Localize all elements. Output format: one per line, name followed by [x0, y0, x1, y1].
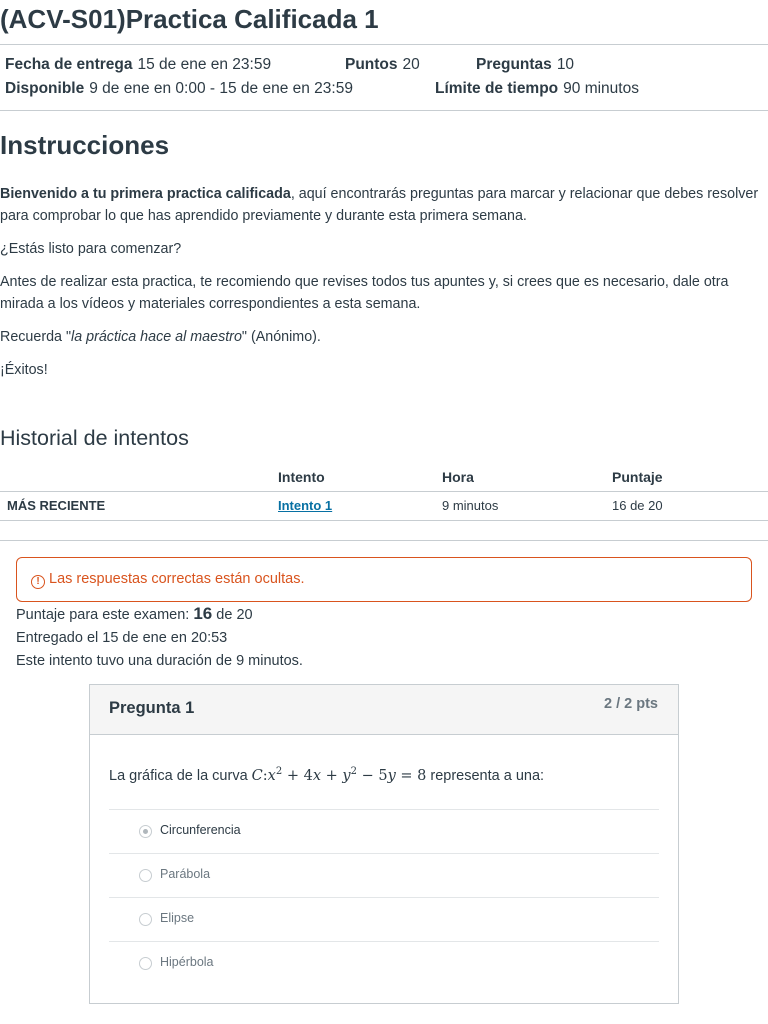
column-header-time: Hora — [442, 469, 474, 485]
attempt-duration: Este intento tuvo una duración de 9 minutos. — [16, 653, 303, 669]
time-cell: 9 minutos — [442, 498, 499, 513]
radio-icon[interactable] — [139, 869, 152, 882]
question-header — [90, 685, 678, 735]
instructions-paragraph: ¡Éxitos! — [0, 362, 48, 378]
row-label: MÁS RECIENTE — [7, 498, 106, 513]
divider — [0, 44, 768, 45]
radio-selected-icon[interactable] — [139, 825, 152, 838]
answer-option[interactable]: Circunferencia — [109, 809, 659, 853]
exclamation-circle-icon: ! — [31, 575, 45, 589]
time-limit: Límite de tiempo 90 minutos — [435, 80, 639, 97]
instructions-paragraph: Bienvenido a tu primera practica calificada, aquí encontrarás preguntas para marcar y relacionar que debes resolver para comprobar lo que has aprendido previamente y durante esta primera semana. — [0, 186, 759, 224]
radio-icon[interactable] — [139, 957, 152, 970]
question-card — [89, 684, 679, 1004]
column-header-score: Puntaje — [612, 469, 663, 485]
column-header-attempt: Intento — [278, 469, 325, 485]
attempt-1-link[interactable]: Intento 1 — [278, 498, 333, 513]
page-title: (ACV-S01)Practica Calificada 1 — [0, 4, 379, 34]
due-date: Fecha de entrega 15 de ene en 23:59 — [5, 56, 272, 73]
table-divider — [0, 520, 768, 521]
instructions-paragraph: Antes de realizar esta practica, te recomiendo que revises todos tus apuntes y, si crees que es necesario, dale otra mirada a los vídeos y materiales correspondientes a esta semana. — [0, 274, 729, 312]
attempt-cell — [278, 498, 332, 513]
answer-option[interactable]: Elipse — [109, 897, 659, 941]
exam-score: Puntaje para este examen: 16 de 20 — [16, 604, 253, 623]
instructions-paragraph: Recuerda "la práctica hace al maestro" (Anónimo). — [0, 329, 321, 345]
available-dates: Disponible 9 de ene en 0:00 - 15 de ene en 23:59 — [5, 80, 353, 97]
question-points: 2 / 2 pts — [604, 696, 658, 712]
question-title: Pregunta 1 — [109, 699, 195, 717]
instructions-body — [0, 183, 768, 392]
divider — [0, 110, 768, 111]
question-text: La gráfica de la curva $C:x^2 + 4x + y^2 - 5y = 8$ representa a una: — [109, 766, 545, 784]
equation: $C:x^2 + 4x + y^2 - 5y = 8$ — [251, 766, 427, 784]
points: Puntos 20 — [345, 56, 420, 73]
submitted-date: Entregado el 15 de ene en 20:53 — [16, 630, 228, 646]
radio-icon[interactable] — [139, 913, 152, 926]
instructions-paragraph: ¿Estás listo para comenzar? — [0, 241, 182, 257]
questions-count: Preguntas 10 — [476, 56, 575, 73]
instructions-heading: Instrucciones — [0, 130, 170, 160]
score-cell: 16 de 20 — [612, 498, 663, 513]
answer-option[interactable]: Hipérbola — [109, 941, 659, 985]
attempt-history-heading: Historial de intentos — [0, 426, 189, 450]
answer-option[interactable]: Parábola — [109, 853, 659, 897]
divider — [0, 540, 768, 541]
table-divider — [0, 491, 768, 492]
answers-hidden-alert: ! Las respuestas correctas están ocultas. — [16, 557, 752, 602]
